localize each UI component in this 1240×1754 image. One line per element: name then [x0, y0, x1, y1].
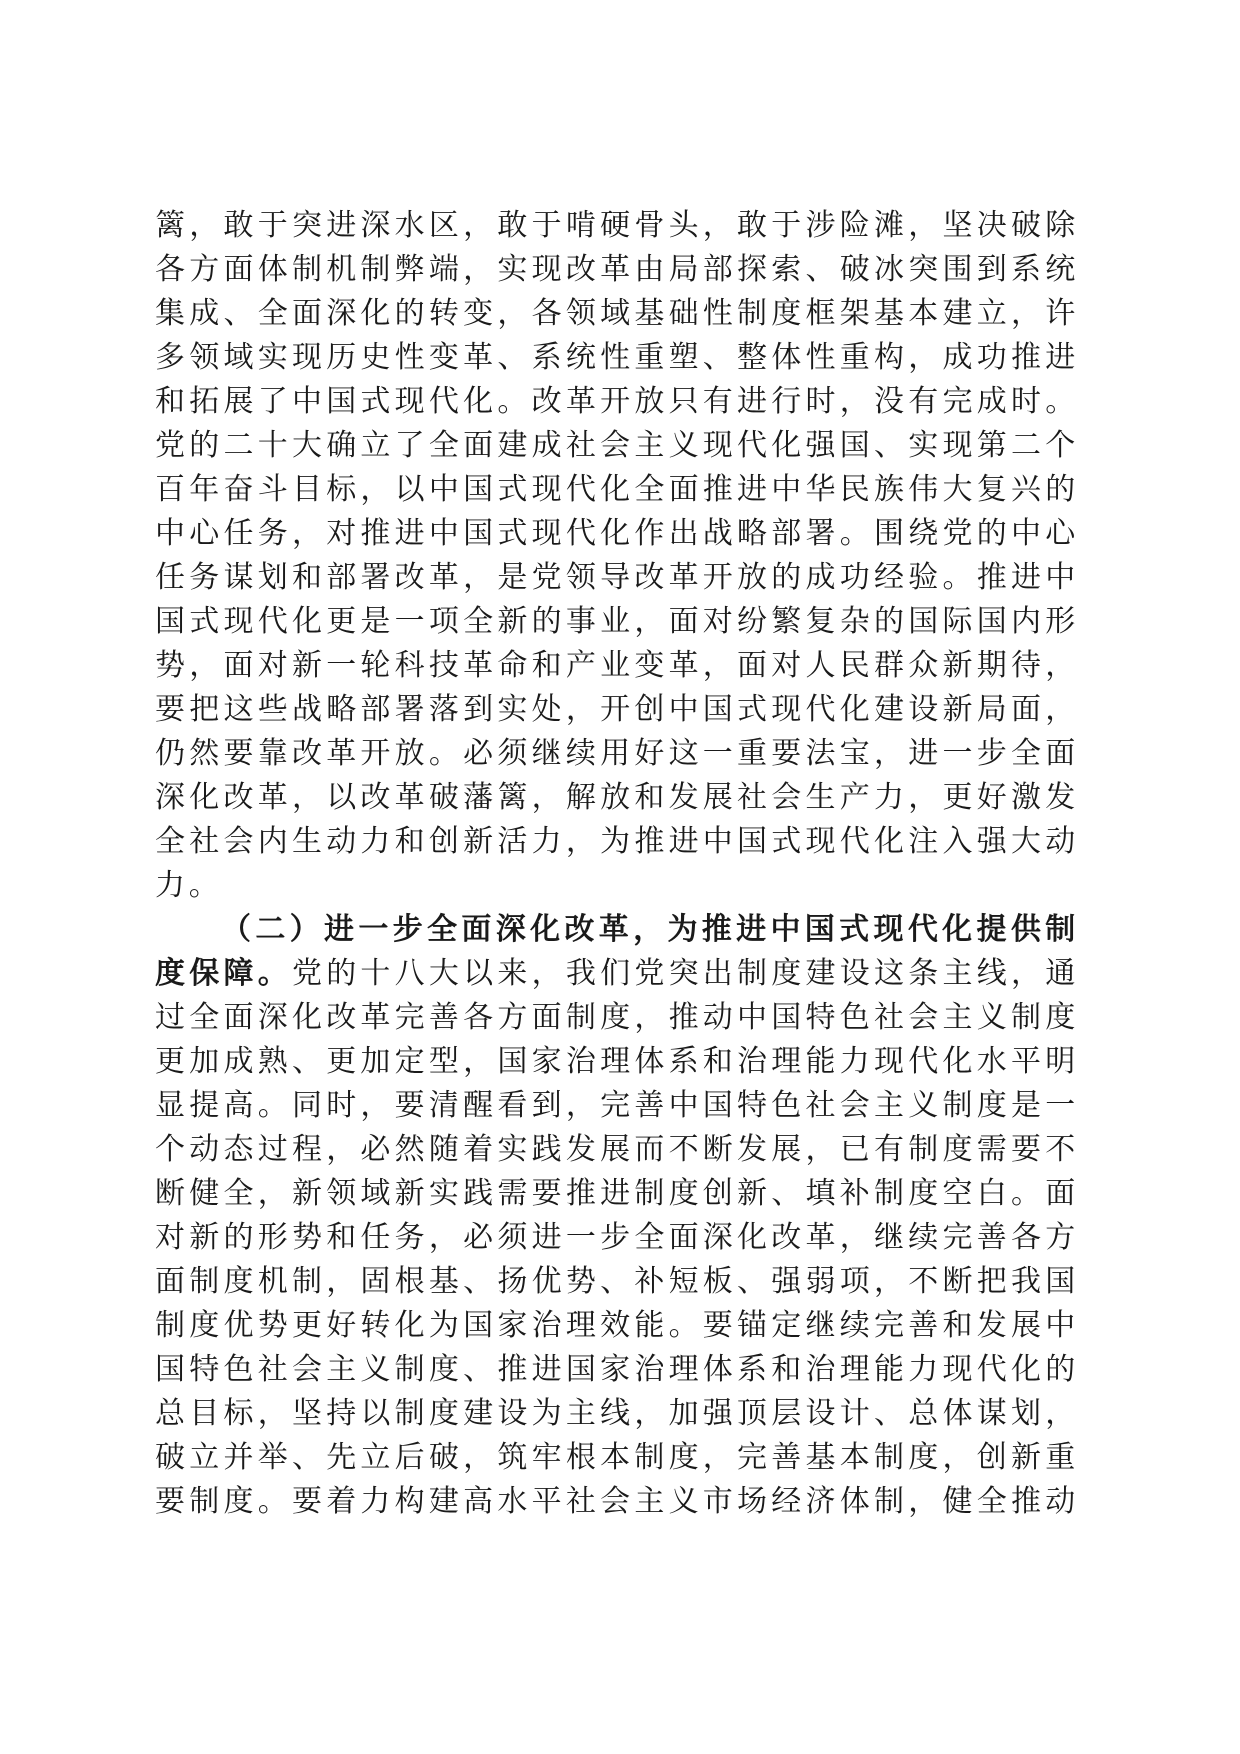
document-body [155, 204, 1079, 1524]
text-line: 国特色社会主义制度、推进国家治理体系和治理能力现代化的 [155, 1352, 1079, 1387]
section-heading-end: 度保障。 [155, 956, 292, 991]
section-heading: （二）进一步全面深化改革，为推进中国式现代化提供制 [221, 912, 1079, 947]
text-line [155, 952, 1079, 996]
text-line: 和拓展了中国式现代化。改革开放只有进行时，没有完成时。 [155, 384, 1079, 419]
text-line: 更加成熟、更加定型，国家治理体系和治理能力现代化水平明 [155, 1044, 1079, 1079]
text-line: 要把这些战略部署落到实处，开创中国式现代化建设新局面， [155, 692, 1079, 727]
text-line: 断健全，新领域新实践需要推进制度创新、填补制度空白。面 [155, 1176, 1079, 1211]
text-line: 篱，敢于突进深水区，敢于啃硬骨头，敢于涉险滩，坚决破除 [155, 208, 1079, 243]
text-line: 面制度机制，固根基、扬优势、补短板、强弱项，不断把我国 [155, 1264, 1079, 1299]
text-line: 各方面体制机制弊端，实现改革由局部探索、破冰突围到系统 [155, 252, 1079, 287]
text-line: 显提高。同时，要清醒看到，完善中国特色社会主义制度是一 [155, 1088, 1079, 1123]
text-span: 党的十八大以来，我们党突出制度建设这条主线，通 [291, 956, 1079, 991]
text-line: 破立并举、先立后破，筑牢根本制度，完善基本制度，创新重 [155, 1440, 1079, 1475]
text-line: 力。 [155, 868, 223, 903]
text-line: 中心任务，对推进中国式现代化作出战略部署。围绕党的中心 [155, 516, 1079, 551]
text-line: 百年奋斗目标，以中国式现代化全面推进中华民族伟大复兴的 [155, 472, 1079, 507]
text-line: 对新的形势和任务，必须进一步全面深化改革，继续完善各方 [155, 1220, 1079, 1255]
paragraph-1 [155, 204, 1079, 908]
text-line: 党的二十大确立了全面建成社会主义现代化强国、实现第二个 [155, 428, 1079, 463]
text-line: 势，面对新一轮科技革命和产业变革，面对人民群众新期待， [155, 648, 1079, 683]
text-line: 深化改革，以改革破藩篱，解放和发展社会生产力，更好激发 [155, 780, 1079, 815]
text-line: 多领域实现历史性变革、系统性重塑、整体性重构，成功推进 [155, 340, 1079, 375]
text-line: 制度优势更好转化为国家治理效能。要锚定继续完善和发展中 [155, 1308, 1079, 1343]
text-line: 要制度。要着力构建高水平社会主义市场经济体制，健全推动 [155, 1484, 1079, 1519]
text-line: 全社会内生动力和创新活力，为推进中国式现代化注入强大动 [155, 824, 1079, 859]
text-line: 仍然要靠改革开放。必须继续用好这一重要法宝，进一步全面 [155, 736, 1079, 771]
text-line: 集成、全面深化的转变，各领域基础性制度框架基本建立，许 [155, 296, 1079, 331]
text-line: 任务谋划和部署改革，是党领导改革开放的成功经验。推进中 [155, 560, 1079, 595]
paragraph-2 [155, 908, 1079, 1524]
text-line: 过全面深化改革完善各方面制度，推动中国特色社会主义制度 [155, 1000, 1079, 1035]
text-line: 总目标，坚持以制度建设为主线，加强顶层设计、总体谋划， [155, 1396, 1079, 1431]
text-line: 国式现代化更是一项全新的事业，面对纷繁复杂的国际国内形 [155, 604, 1079, 639]
text-line: 个动态过程，必然随着实践发展而不断发展，已有制度需要不 [155, 1132, 1079, 1167]
